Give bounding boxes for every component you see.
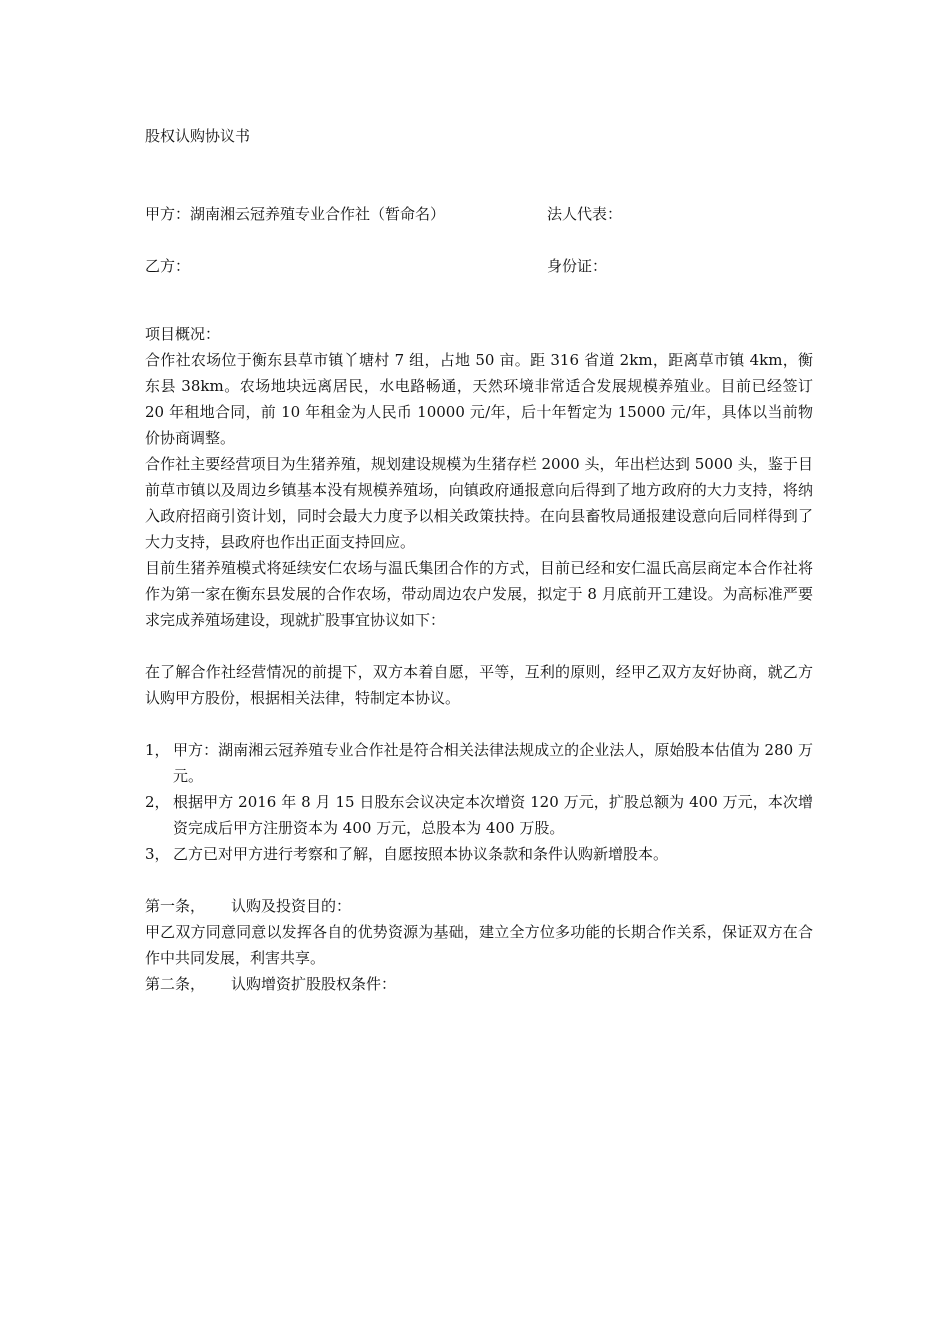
id-card-label: 身份证： [547,257,608,275]
party-b-row [145,253,813,279]
article-1-heading [145,893,813,919]
list-item-number: 1， [145,741,170,759]
list-item-text: 乙方已对甲方进行考察和了解，自愿按照本协议条款和条件认购新增股本。 [173,845,669,863]
list-item [145,737,813,789]
list-item-number: 3， [145,845,170,863]
list-item [145,841,813,867]
article-1-body: 甲乙双方同意同意以发挥各自的优势资源为基础，建立全方位多功能的长期合作关系，保证双方在合作中共同发展，利害共享。 [145,923,813,967]
intro-paragraph: 在了解合作社经营情况的前提下，双方本着自愿，平等，互利的原则，经甲乙双方友好协商，就乙方认购甲方股份，根据相关法律，特制定本协议。 [145,663,813,707]
overview-paragraph: 合作社农场位于衡东县草市镇丫塘村 7 组，占地 50 亩。距 316 省道 2km，距离草市镇 4km，衡东县 38km。农场地块远离居民，水电路畅通，天然环境非常适合发展规模养殖业。目前已经签订 20 年租地合同，前 10 年租金为人民币 10000 元/年，后十年暂定为 15000 元/年，具体以当前物价协商调整。 [145,351,813,447]
party-b-name: 乙方： [145,257,191,275]
article-2-title: 认购增资扩股股权条件： [231,975,397,993]
overview-heading: 项目概况： [145,325,221,343]
party-a-name: 甲方：湖南湘云冠养殖专业合作社（暂命名） [145,205,446,223]
article-1-title: 认购及投资目的： [231,897,352,915]
list-item-number: 2， [145,793,170,811]
list-item-text: 甲方：湖南湘云冠养殖专业合作社是符合相关法律法规成立的企业法人，原始股本估值为 280 万元。 [173,741,813,785]
legal-representative-label: 法人代表： [547,205,623,223]
party-a-row [145,201,813,227]
article-2-heading [145,971,813,997]
article-1-number: 第一条， [145,897,206,915]
premise-list [145,737,813,867]
article-2-number: 第二条， [145,975,206,993]
list-item [145,789,813,841]
overview-paragraph: 合作社主要经营项目为生猪养殖，规划建设规模为生猪存栏 2000 头，年出栏达到 5000 头，鉴于目前草市镇以及周边乡镇基本没有规模养殖场，向镇政府通报意向后得到了地方政府的大力支持，将纳入政府招商引资计划，同时会最大力度予以相关政策扶持。在向县畜牧局通报建设意向后同样得到了大力支持，县政府也作出正面支持回应。 [145,455,813,551]
list-item-text: 根据甲方 2016 年 8 月 15 日股东会议决定本次增资 120 万元，扩股总额为 400 万元，本次增资完成后甲方注册资本为 400 万元，总股本为 400 万股。 [173,793,813,837]
document-title: 股权认购协议书 [145,127,251,145]
document-body [145,123,813,997]
overview-paragraph: 目前生猪养殖模式将延续安仁农场与温氏集团合作的方式，目前已经和安仁温氏高层商定本合作社将作为第一家在衡东县发展的合作农场，带动周边农户发展，拟定于 8 月底前开工建设。为高标准严要求完成养殖场建设，现就扩股事宜协议如下： [145,559,813,629]
